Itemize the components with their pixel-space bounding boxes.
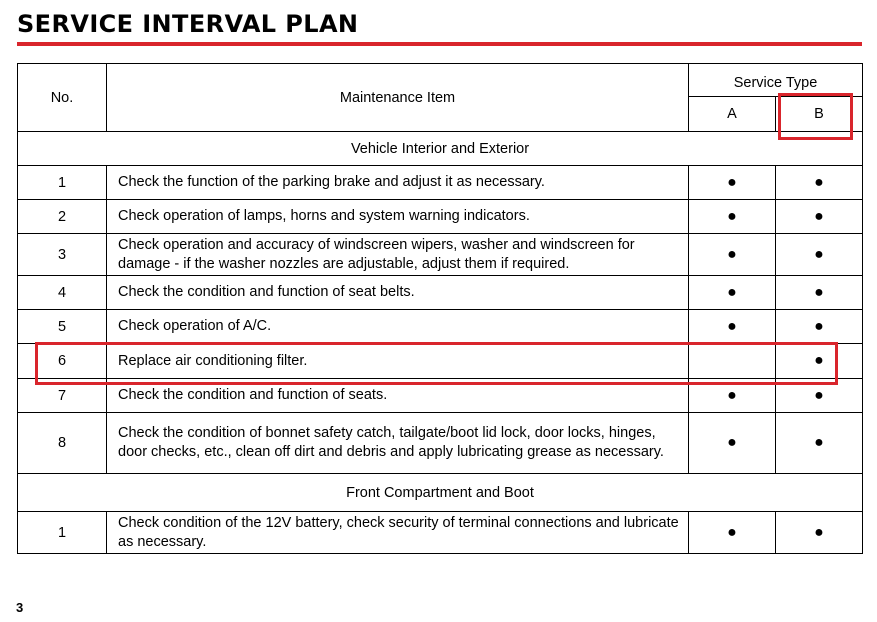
table-row: [18, 234, 863, 276]
table-row: [18, 310, 863, 344]
service-a-dot: ●: [689, 234, 776, 276]
service-b-dot: ●: [776, 310, 863, 344]
row-number: 1: [18, 166, 107, 200]
row-item: Check operation and accuracy of windscreen wipers, washer and windscreen for damage - if the washer nozzles are adjustable, adjust them if required.: [107, 234, 689, 276]
table-row: [18, 276, 863, 310]
page-title: SERVICE INTERVAL PLAN: [17, 10, 359, 38]
header-service-type: Service Type: [689, 64, 863, 97]
section-vehicle-interior-exterior: [18, 132, 863, 474]
title-underline: [17, 42, 862, 46]
table-row: [18, 200, 863, 234]
service-a-dot: ●: [689, 200, 776, 234]
service-a-dot: ●: [689, 413, 776, 474]
row-item: Check operation of A/C.: [107, 310, 689, 344]
row-item: Replace air conditioning filter.: [107, 344, 689, 379]
header-no: No.: [18, 64, 107, 132]
service-b-dot: ●: [776, 512, 863, 554]
row-item: Check the condition and function of seats.: [107, 379, 689, 413]
row-item: Check the function of the parking brake and adjust it as necessary.: [107, 166, 689, 200]
service-b-dot: ●: [776, 344, 863, 379]
row-number: 4: [18, 276, 107, 310]
header-type-b: B: [776, 97, 863, 132]
table-row: [18, 166, 863, 200]
table-row-highlighted: [18, 344, 863, 379]
row-item: Check the condition of bonnet safety catch, tailgate/boot lid lock, door locks, hinges, door checks, etc., clean off dirt and debris and apply lubricating grease as necessary.: [107, 413, 689, 474]
service-a-dot: ●: [689, 276, 776, 310]
table-row: [18, 379, 863, 413]
row-item: Check condition of the 12V battery, check security of terminal connections and lubricate as necessary.: [107, 512, 689, 554]
service-b-dot: ●: [776, 234, 863, 276]
row-number: 1: [18, 512, 107, 554]
service-b-dot: ●: [776, 379, 863, 413]
table-row: [18, 512, 863, 554]
service-a-dot: [689, 344, 776, 379]
header-maintenance-item: Maintenance Item: [107, 64, 689, 132]
row-item: Check operation of lamps, horns and system warning indicators.: [107, 200, 689, 234]
service-a-dot: ●: [689, 379, 776, 413]
table-row: [18, 413, 863, 474]
service-b-dot: ●: [776, 276, 863, 310]
header-type-a: A: [689, 97, 776, 132]
service-b-dot: ●: [776, 200, 863, 234]
section-title: Vehicle Interior and Exterior: [18, 132, 863, 166]
row-number: 8: [18, 413, 107, 474]
service-a-dot: ●: [689, 166, 776, 200]
service-a-dot: ●: [689, 512, 776, 554]
service-b-dot: ●: [776, 413, 863, 474]
section-title: Front Compartment and Boot: [18, 474, 863, 512]
service-a-dot: ●: [689, 310, 776, 344]
section-front-compartment-boot: [18, 474, 863, 554]
row-number: 2: [18, 200, 107, 234]
row-number: 6: [18, 344, 107, 379]
service-b-dot: ●: [776, 166, 863, 200]
row-number: 7: [18, 379, 107, 413]
row-number: 5: [18, 310, 107, 344]
page-number: 3: [16, 600, 24, 615]
row-number: 3: [18, 234, 107, 276]
row-item: Check the condition and function of seat belts.: [107, 276, 689, 310]
service-interval-table: [17, 63, 863, 554]
